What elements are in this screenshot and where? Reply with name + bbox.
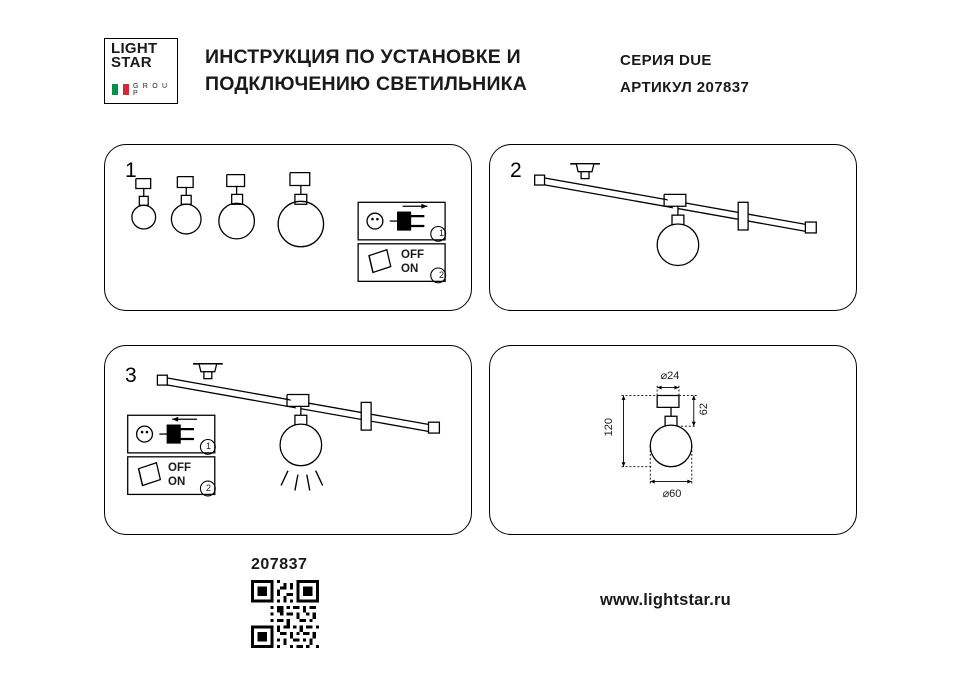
header <box>0 0 960 125</box>
article-label: АРТИКУЛ 207837 <box>620 79 750 96</box>
dim-right-line <box>677 395 697 426</box>
switch-on-label: ON <box>401 263 419 275</box>
step-1-number: 1 <box>125 159 137 182</box>
page-title: ИНСТРУКЦИЯ ПО УСТАНОВКЕ И ПОДКЛЮЧЕНИЮ СВЕТИЛЬНИКА <box>205 46 528 95</box>
step-1-illustration <box>105 145 471 310</box>
socket-diagram <box>358 202 445 240</box>
step-1-panel <box>104 144 472 311</box>
step-2-number: 2 <box>510 159 522 182</box>
switch-off-label: OFF <box>168 462 191 474</box>
dim-left-label: 120 <box>603 418 615 437</box>
step-2-panel <box>489 144 857 311</box>
dim-top-line <box>657 386 679 396</box>
footer-article-number: 207837 <box>251 556 308 573</box>
switch-badge-number: 2 <box>438 270 444 280</box>
logo-group-label: G R O U P <box>133 83 169 97</box>
lamp-size-3 <box>219 175 255 239</box>
logo-line-2: STAR <box>111 54 152 71</box>
logo-line-1: LIGHT <box>111 40 158 57</box>
switch-off-label: OFF <box>401 249 424 261</box>
lamp-size-2 <box>171 177 201 234</box>
brand-logo <box>104 38 178 104</box>
dimensions-panel <box>489 345 857 535</box>
logo-wordmark <box>111 42 158 70</box>
dim-bottom-label: ⌀60 <box>662 488 682 500</box>
socket-badge-number: 1 <box>205 441 211 451</box>
dim-left-line <box>621 395 656 466</box>
socket-badge-number: 1 <box>438 228 444 238</box>
lamp-size-4 <box>278 173 323 247</box>
italy-flag-icon <box>112 84 129 95</box>
step-3-illustration <box>105 346 471 534</box>
dim-right-label: 62 <box>698 403 710 416</box>
website-url: www.lightstar.ru <box>600 591 731 609</box>
switch-badge-number: 2 <box>205 483 211 493</box>
switch-on-label: ON <box>168 476 186 488</box>
step-3-number: 3 <box>125 364 137 387</box>
dim-top-label: ⌀24 <box>660 370 680 382</box>
step-3-panel <box>104 345 472 535</box>
lamp-size-1 <box>132 179 156 229</box>
qr-code <box>251 580 319 648</box>
step-2-illustration <box>490 145 856 310</box>
series-label: СЕРИЯ DUE <box>620 52 712 69</box>
